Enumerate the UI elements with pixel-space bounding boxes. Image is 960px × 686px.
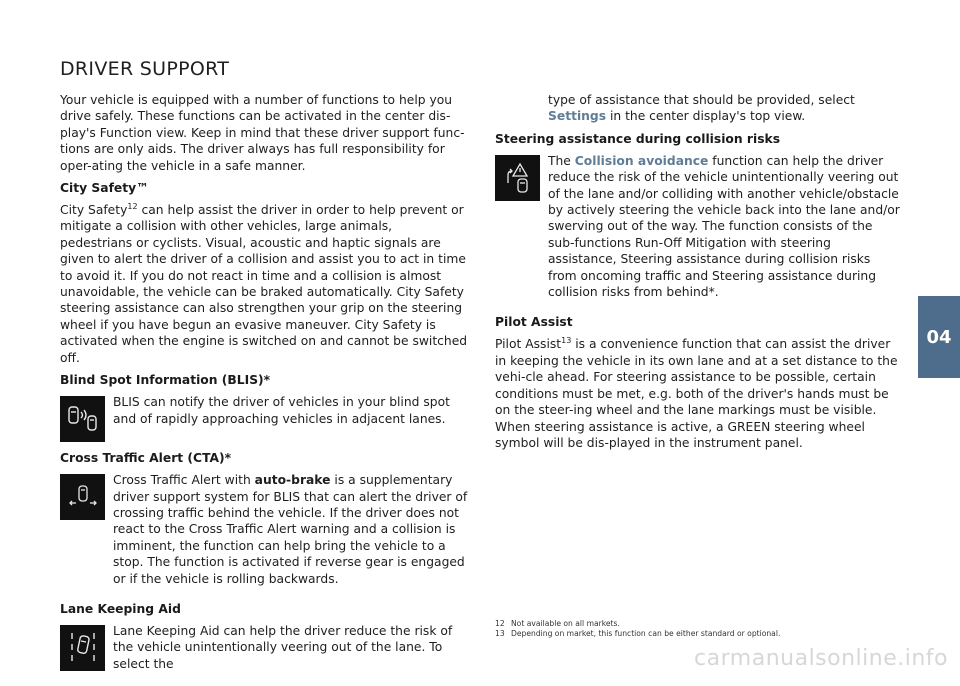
left-column	[60, 92, 468, 686]
cta-heading: Cross Traffic Alert (CTA)*	[60, 451, 232, 466]
auto-brake-term: auto-brake	[254, 473, 331, 488]
blis-heading: Blind Spot Information (BLIS)*	[60, 373, 271, 388]
steering-assist-heading: Steering assistance during collision risks	[495, 131, 781, 146]
cta-section	[60, 472, 468, 593]
collision-avoidance-term: Collision avoidance	[574, 153, 709, 168]
footnotes	[495, 619, 905, 639]
footnote-ref-12: 12	[127, 201, 138, 211]
steering-assist-text: The Collision avoidance function can help the driver reduce the risk of the vehicle unintentionally veering out of the lane and/or colliding with another vehicle/obstacle by actively steering the vehicle back into the lane and/or swerving out of the way. The function consists of the sub-functions Run-Off Mitigation with steering assistance, Steering assistance during collision risks from oncoming traffic and Steering assistance during collision risks from behind*.	[548, 153, 900, 300]
intro-paragraph: Your vehicle is equipped with a number of functions to help you drive safely. These functions can be activated in the center dis-play's Function view. Keep in mind that these driver support func-tions are only aids. The driver always has full responsibility for oper-ating the vehicle in a safe manner.	[60, 93, 465, 173]
chapter-tab[interactable]: 04	[918, 296, 960, 378]
city-safety-heading: City Safety™	[60, 181, 149, 196]
lka-text: Lane Keeping Aid can help the driver reduce the risk of the vehicle unintentionally veering out of the lane. To select the	[113, 623, 453, 671]
blind-spot-icon	[60, 396, 105, 442]
footnote-ref-13: 13	[561, 336, 572, 346]
cross-traffic-icon	[60, 474, 105, 520]
lka-text-continued: type of assistance that should be provided, select Settings in the center display's top view.	[548, 93, 855, 124]
pilot-assist-paragraph: Pilot Assist$^{13}$ is a convenience function that can assist the driver in keeping the vehicle in its own lane and at a set distance to the vehi-cle ahead. For steering assistance to be possible, certain conditions must be met, e.g. both of the driver's hands must be on the steer-ing wheel and the lane markings must be visible. When steering assistance is active, a GREEN steering wheel symbol will be dis-played in the instrument panel.	[495, 336, 898, 450]
cta-text: Cross Traffic Alert with auto-brake is a supplementary driver support system for BLIS that can alert the driver of crossing traffic behind the vehicle. If the driver does not react to the Cross Traffic Alert warning and a collision is imminent, the function can help bring the vehicle to a stop. The function is activated if reverse gear is engaged or if the vehicle is rolling backwards.	[113, 473, 468, 586]
lane-keeping-icon	[60, 625, 105, 671]
settings-term: Settings	[548, 109, 607, 124]
watermark: carmanualsonline.info	[694, 646, 948, 671]
page-title: DRIVER SUPPORT	[60, 58, 230, 80]
blis-section	[60, 394, 468, 442]
footnote-12: 12 Not available on all markets.	[495, 619, 620, 628]
steering-assist-section	[495, 153, 901, 307]
lka-heading: Lane Keeping Aid	[60, 601, 181, 616]
blis-text: BLIS can notify the driver of vehicles in your blind spot and of rapidly approaching vehicles in adjacent lanes.	[113, 395, 450, 426]
right-column	[495, 92, 901, 457]
lka-section	[60, 623, 468, 678]
pilot-assist-heading: Pilot Assist	[495, 315, 573, 330]
collision-avoidance-icon	[495, 155, 540, 201]
city-safety-paragraph: City Safety$^{12}$ can help assist the driver in order to help prevent or mitigate a collision with other vehicles, large animals, pedestrians or cyclists. Visual, acoustic and haptic signals are given to alert the driver of a collision and assist you to act in time to avoid it. If you do not react in time and a collision is almost unavoidable, the vehicle can be braked automatically. City Safety steering assistance can also strengthen your grip on the steering wheel if you have begun an evasive maneuver. City Safety is activated when the engine is switched on and cannot be switched off.	[60, 201, 468, 365]
footnote-13: 13 Depending on market, this function can be either standard or optional.	[495, 629, 781, 638]
